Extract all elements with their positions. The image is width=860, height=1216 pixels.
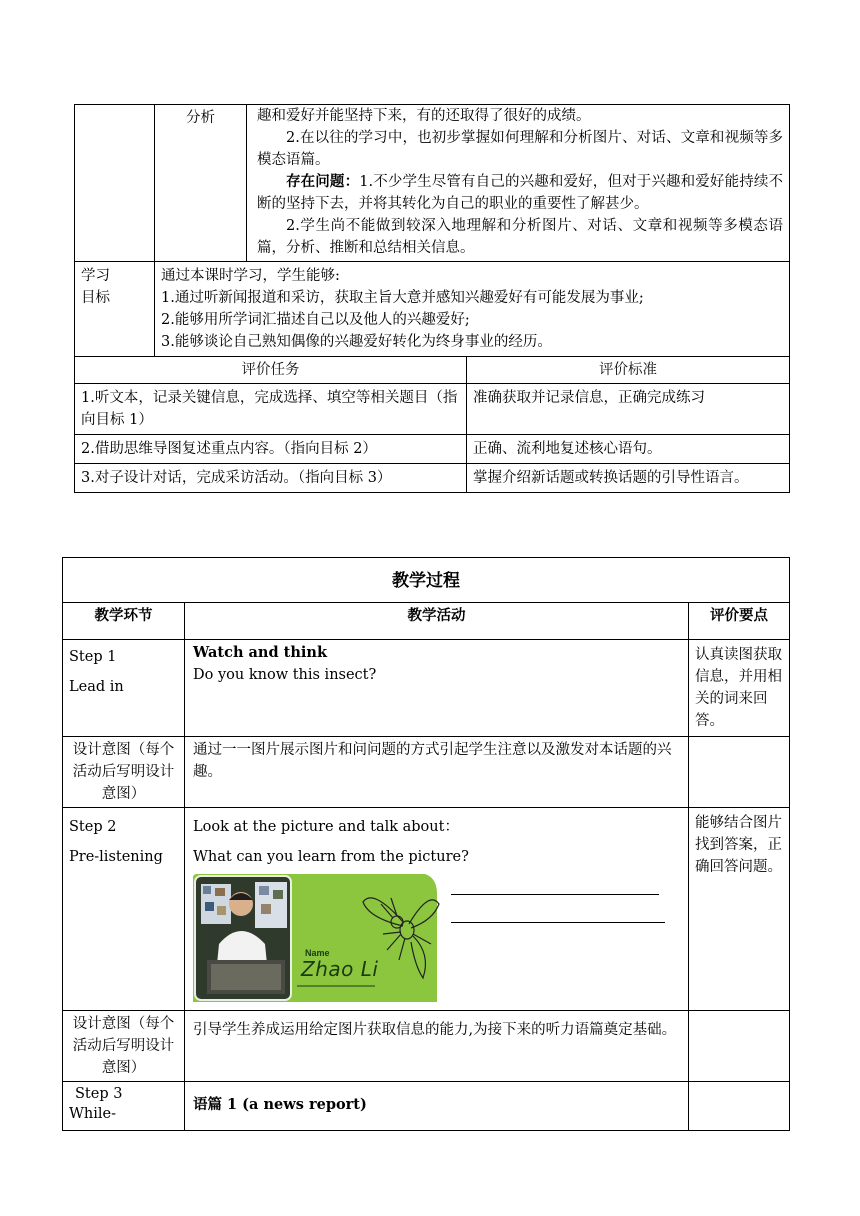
evaluation-row: [75, 384, 790, 435]
step2-activity: [185, 808, 689, 1011]
step3-row: [63, 1082, 790, 1131]
eval-task: 3.对子设计对话，完成采访活动。（指向目标 3）: [75, 464, 467, 493]
analysis-goals-table: [74, 104, 790, 493]
step-name: Lead in: [69, 679, 124, 695]
step1-heading: Watch and think: [193, 644, 327, 661]
goal-item: 3.能够谈论自己熟知偶像的兴趣爱好转化为终身事业的经历。: [161, 334, 552, 350]
step3-stage: [63, 1082, 185, 1131]
analysis-row: [75, 105, 790, 262]
problem-text: 1.不少学生尽管有自己的兴趣和爱好，但对于兴趣和爱好能持续不断的坚持下去，并将其转化为自己的职业的重要性了解甚少。: [257, 174, 784, 212]
step1-design-blank: [689, 737, 790, 808]
evaluation-head-row: [75, 357, 790, 384]
step3-text-title: 语篇 1 (a news report): [185, 1082, 689, 1131]
step2-stage: [63, 808, 185, 1011]
step2-design-blank: [689, 1011, 790, 1082]
answer-blank-line: [451, 922, 665, 923]
goals-label-line: 目标: [81, 290, 110, 306]
teaching-process-table: [62, 557, 790, 1131]
eval-standard: 正确、流利地复述核心语句。: [467, 435, 790, 464]
process-head-row: [63, 603, 790, 640]
step2-row: [63, 808, 790, 1011]
analysis-paragraph: 2.在以往的学习中，也初步掌握如何理解和分析图片、对话、文章和视频等多模态语篇。: [257, 130, 783, 168]
design-label: 设计意图（每个活动后写明设计意图）: [63, 737, 185, 808]
process-title: 教学过程: [63, 558, 790, 603]
goals-row: [75, 262, 790, 357]
step1-row: [63, 640, 790, 737]
step-name: Pre-listening: [69, 849, 163, 865]
analysis-problem-paragraph: [257, 171, 783, 215]
goals-content: [155, 262, 790, 357]
eval-standard-header: 评价标准: [467, 357, 790, 384]
step-number: Step 2: [69, 819, 117, 835]
step1-design-row: [63, 737, 790, 808]
step2-prompt: Look at the picture and talk about：: [193, 819, 459, 835]
goal-item: 2.能够用所学词汇描述自己以及他人的兴趣爱好;: [161, 312, 470, 328]
image-name-value: Zhao Li: [301, 957, 379, 981]
step1-points: 认真读图获取信息，并用相关的词来回答。: [689, 640, 790, 737]
eval-task-header: 评价任务: [75, 357, 467, 384]
activity-header: 教学活动: [185, 603, 689, 640]
step1-design: 通过一一图片展示图片和问问题的方式引起学生注意以及激发对本话题的兴趣。: [185, 737, 689, 808]
eval-standard: 准确获取并记录信息，正确完成练习: [467, 384, 790, 435]
step3-points-blank: [689, 1082, 790, 1131]
step2-question: What can you learn from the picture?: [193, 849, 469, 865]
evaluation-row: [75, 464, 790, 493]
eval-task: 1.听文本，记录关键信息，完成选择、填空等相关题目（指向目标 1）: [75, 384, 467, 435]
answer-blank-line: [451, 894, 659, 895]
step-number: Step 1: [69, 649, 117, 665]
eval-standard: 掌握介绍新话题或转换话题的引导性语言。: [467, 464, 790, 493]
image-name-label: Name: [305, 948, 330, 958]
analysis-blank-cell: [75, 105, 155, 262]
goal-item: 1.通过听新闻报道和采访，获取主旨大意并感知兴趣爱好有可能发展为事业;: [161, 290, 644, 306]
process-title-row: [63, 558, 790, 603]
step-name: While-: [69, 1106, 116, 1122]
stage-header: 教学环节: [63, 603, 185, 640]
eval-task: 2.借助思维导图复述重点内容。（指向目标 2）: [75, 435, 467, 464]
analysis-paragraph: 趣和爱好并能坚持下来，有的还取得了很好的成绩。: [257, 108, 591, 124]
step2-points: 能够结合图片找到答案，正确回答问题。: [689, 808, 790, 1011]
analysis-label: 分析: [155, 105, 247, 262]
goals-label-line: 学习: [81, 268, 110, 284]
step1-question: Do you know this insect?: [193, 667, 377, 683]
problem-label: 存在问题：: [286, 173, 360, 190]
goals-intro: 通过本课时学习，学生能够:: [161, 268, 340, 284]
evaluation-row: [75, 435, 790, 464]
points-header: 评价要点: [689, 603, 790, 640]
goals-label: [75, 262, 155, 357]
analysis-paragraph: 2.学生尚不能做到较深入地理解和分析图片、对话、文章和视频等多模态语篇，分析、推断和总结相关信息。: [257, 218, 783, 256]
step1-stage: [63, 640, 185, 737]
step1-activity: [185, 640, 689, 737]
analysis-content: [247, 105, 790, 262]
design-label: 设计意图（每个活动后写明设计意图）: [63, 1011, 185, 1082]
step2-illustration: [193, 874, 681, 1004]
step-number: Step 3: [75, 1086, 123, 1102]
step2-design: 引导学生养成运用给定图片获取信息的能力,为接下来的听力语篇奠定基础。: [185, 1011, 689, 1082]
step2-design-row: [63, 1011, 790, 1082]
